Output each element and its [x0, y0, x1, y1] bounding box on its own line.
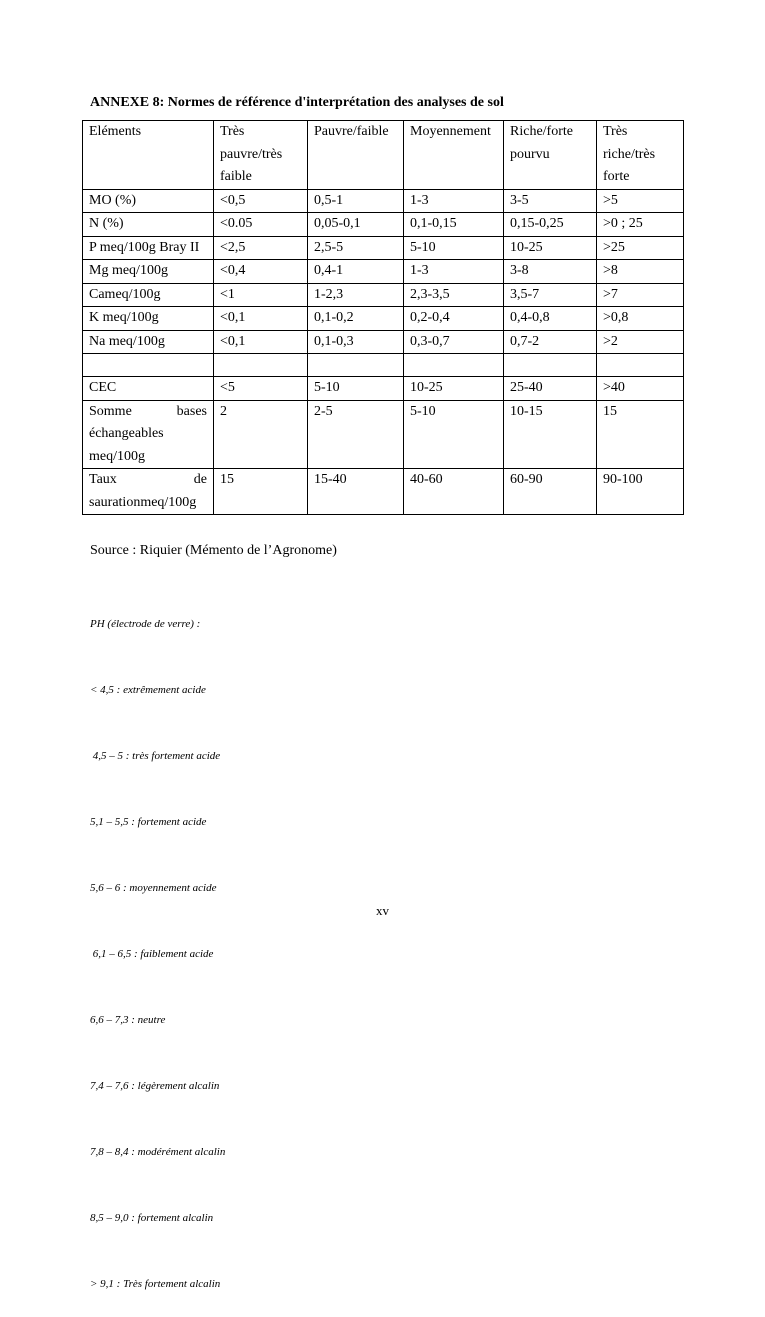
table-cell: 5-10 — [404, 400, 504, 469]
table-cell: 10-15 — [504, 400, 597, 469]
header-cell-elements: Eléments — [83, 121, 214, 190]
table-cell: <0,5 — [214, 189, 308, 213]
table-header-row — [83, 121, 684, 190]
ph-scale-item: 6,1 – 6,5 : faiblement acide — [90, 948, 214, 960]
table-row — [83, 283, 684, 307]
table-cell: >0 ; 25 — [597, 213, 684, 237]
table-row — [83, 189, 684, 213]
header-cell-medium: Moyennement — [404, 121, 504, 190]
table-cell: 10-25 — [404, 377, 504, 401]
table-cell: 2,5-5 — [308, 236, 404, 260]
ph-scale-item: > 9,1 : Très fortement alcalin — [90, 1278, 221, 1290]
table-cell: <5 — [214, 377, 308, 401]
header-cell-poor: Pauvre/faible — [308, 121, 404, 190]
table-cell: 2 — [214, 400, 308, 469]
table-cell: >7 — [597, 283, 684, 307]
row-label: CEC — [83, 377, 214, 401]
table-cell: 1-2,3 — [308, 283, 404, 307]
row-label: P meq/100g Bray II — [83, 236, 214, 260]
table-cell: 0,3-0,7 — [404, 330, 504, 354]
table-cell: <0,4 — [214, 260, 308, 284]
table-cell: 5-10 — [308, 377, 404, 401]
table-cell: >2 — [597, 330, 684, 354]
table-cell: <0,1 — [214, 307, 308, 331]
soil-norms-table — [82, 120, 684, 515]
table-cell: 0,1-0,3 — [308, 330, 404, 354]
table-row — [83, 307, 684, 331]
table-cell: 40-60 — [404, 469, 504, 515]
table-cell: >40 — [597, 377, 684, 401]
row-label: K meq/100g — [83, 307, 214, 331]
table-cell: 0,05-0,1 — [308, 213, 404, 237]
table-cell: >8 — [597, 260, 684, 284]
ph-scale-item: 5,1 – 5,5 : fortement acide — [90, 816, 207, 828]
table-cell: 10-25 — [504, 236, 597, 260]
row-label: MO (%) — [83, 189, 214, 213]
table-cell: >0,8 — [597, 307, 684, 331]
annex-title: ANNEXE 8: Normes de référence d'interprétation des analyses de sol — [90, 95, 504, 110]
table-row — [83, 260, 684, 284]
table-cell: >5 — [597, 189, 684, 213]
table-cell: 0,5-1 — [308, 189, 404, 213]
table-cell: 60-90 — [504, 469, 597, 515]
page-number: xv — [376, 903, 389, 918]
empty-table-row — [83, 354, 684, 377]
row-label: Mg meq/100g — [83, 260, 214, 284]
table-cell: 3,5-7 — [504, 283, 597, 307]
table-cell — [83, 354, 214, 377]
table-cell — [404, 354, 504, 377]
table-cell: <0,1 — [214, 330, 308, 354]
table-cell: 15 — [597, 400, 684, 469]
table-cell: 2,3-3,5 — [404, 283, 504, 307]
table-cell — [214, 354, 308, 377]
table-cell — [597, 354, 684, 377]
table-cell: <0.05 — [214, 213, 308, 237]
row-label: Taux de saurationmeq/100g — [83, 469, 214, 515]
ph-scale-item: < 4,5 : extrêmement acide — [90, 684, 206, 696]
table-cell: 25-40 — [504, 377, 597, 401]
table-cell: 0,1-0,2 — [308, 307, 404, 331]
table-cell: <2,5 — [214, 236, 308, 260]
table-cell: 1-3 — [404, 189, 504, 213]
table-cell: 90-100 — [597, 469, 684, 515]
table-cell: 0,15-0,25 — [504, 213, 597, 237]
ph-scale-heading: PH (électrode de verre) : — [90, 618, 201, 630]
table-cell: 3-5 — [504, 189, 597, 213]
table-cell: 0,2-0,4 — [404, 307, 504, 331]
table-cell: 0,4-1 — [308, 260, 404, 284]
table-cell: 0,7-2 — [504, 330, 597, 354]
table-cell: 2-5 — [308, 400, 404, 469]
table-cell: 0,4-0,8 — [504, 307, 597, 331]
row-label: Na meq/100g — [83, 330, 214, 354]
ph-scale-item: 4,5 – 5 : très fortement acide — [90, 750, 221, 762]
header-cell-rich: Riche/forte pourvu — [504, 121, 597, 190]
ph-scale-item: 8,5 – 9,0 : fortement alcalin — [90, 1212, 214, 1224]
ph-scale-item: 7,4 – 7,6 : légèrement alcalin — [90, 1080, 220, 1092]
table-cell: 15-40 — [308, 469, 404, 515]
table-cell: <1 — [214, 283, 308, 307]
source-citation: Source : Riquier (Mémento de l’Agronome) — [90, 543, 337, 558]
row-label: N (%) — [83, 213, 214, 237]
table-row — [83, 377, 684, 401]
table-cell: >25 — [597, 236, 684, 260]
table-cell: 5-10 — [404, 236, 504, 260]
row-label: Cameq/100g — [83, 283, 214, 307]
row-label: Somme bases échangeables meq/100g — [83, 400, 214, 469]
ph-scale-item: 7,8 – 8,4 : modérément alcalin — [90, 1146, 226, 1158]
ph-scale-list — [90, 569, 225, 1317]
ph-scale-item: 6,6 – 7,3 : neutre — [90, 1014, 166, 1026]
table-row — [83, 330, 684, 354]
table-row — [83, 469, 684, 515]
table-row — [83, 213, 684, 237]
ph-scale-item: 5,6 – 6 : moyennement acide — [90, 882, 217, 894]
table-row — [83, 236, 684, 260]
table-cell: 0,1-0,15 — [404, 213, 504, 237]
table-cell — [308, 354, 404, 377]
table-cell: 3-8 — [504, 260, 597, 284]
header-cell-very-poor: Très pauvre/très faible — [214, 121, 308, 190]
table-cell: 15 — [214, 469, 308, 515]
header-cell-very-rich: Très riche/très forte — [597, 121, 684, 190]
table-row — [83, 400, 684, 469]
table-cell — [504, 354, 597, 377]
table-cell: 1-3 — [404, 260, 504, 284]
